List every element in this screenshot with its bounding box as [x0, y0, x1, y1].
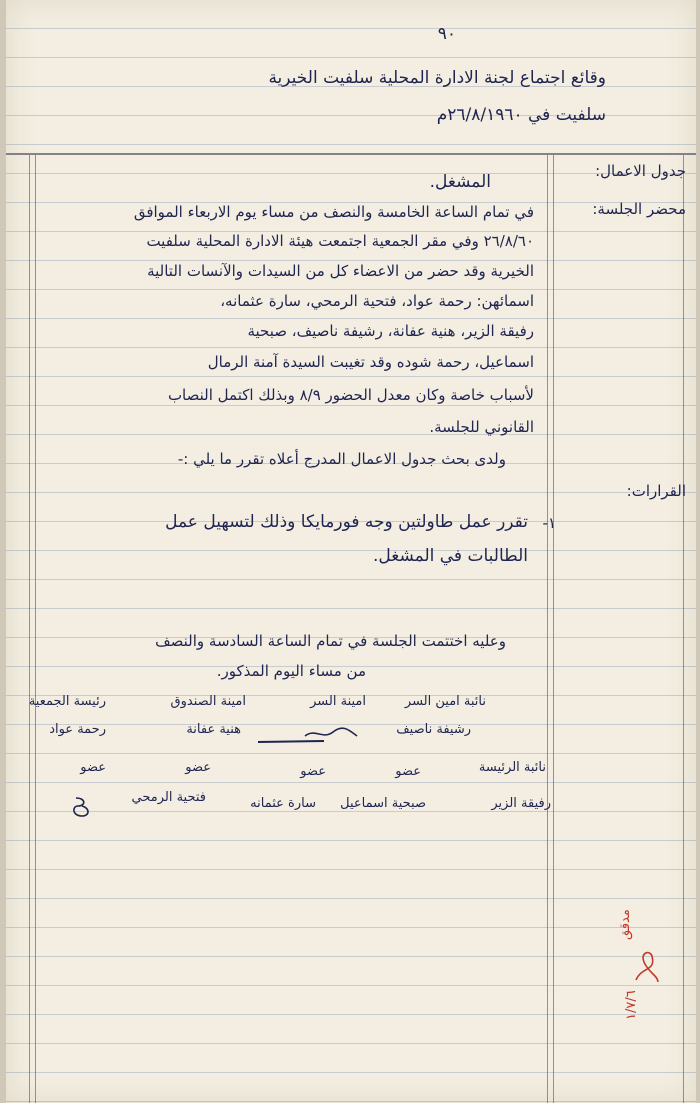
document-date: سلفيت في ٢٦/٨/١٩٦٠م [436, 105, 606, 125]
right-column-line [547, 155, 548, 1103]
left-margin-line-2 [35, 155, 36, 1103]
signature-scribble-secretary-underline [256, 736, 326, 748]
signature-title-member-2: عضو [300, 764, 326, 779]
minutes-line-2: ٢٦/٨/٦٠ وفي مقر الجمعية اجتمعت هيئة الادارة المحلية سلفيت [146, 232, 534, 250]
audit-annotation-date: ١/٧/٦ [624, 990, 639, 1020]
right-column-line-2 [553, 155, 554, 1103]
agenda-label: جدول الاعمال: [595, 162, 686, 180]
header-divider [6, 153, 696, 155]
signature-title-secretary: امينة السر [310, 694, 366, 709]
minutes-line-3: الخيرية وقد حضر من الاعضاء كل من السيدات والآنسات التالية [147, 262, 534, 280]
minutes-line-4: اسمائهن: رحمة عواد، فتحية الرمحي، سارة عثمانه، [220, 292, 534, 310]
signature-name-treasurer: هنية عفانة [186, 722, 241, 737]
signature-title-member-1: عضو [395, 764, 421, 779]
closing-line-2: من مساء اليوم المذكور. [216, 662, 366, 680]
signature-name-member-1: صبحية اسماعيل [340, 796, 426, 811]
closing-line-1: وعليه اختتمت الجلسة في تمام الساعة السادسة والنصف [155, 632, 506, 650]
minutes-line-8: القانوني للجلسة. [429, 418, 534, 436]
right-edge-line [683, 155, 684, 1103]
signature-name-member-3: فتحية الرمحي [131, 790, 206, 805]
audit-annotation-text: مدقق [618, 909, 633, 940]
agenda-item: المشغل. [429, 172, 491, 192]
signature-name-member-2: سارة عثمانه [250, 796, 316, 811]
minutes-line-7: لأسباب خاصة وكان معدل الحضور ٨/٩ وبذلك اكتمل النصاب [167, 386, 534, 404]
signature-name-deputy-secretary: رشيفة ناصيف [396, 722, 471, 737]
decision-number: ١- [542, 514, 556, 532]
signature-title-member-4: عضو [80, 760, 106, 775]
signature-title-member-3: عضو [185, 760, 211, 775]
document-title: وقائع اجتماع لجنة الادارة المحلية سلفيت الخيرية [268, 68, 606, 88]
left-margin-line [29, 155, 30, 1103]
signature-title-president: رئيسة الجمعية [28, 694, 106, 709]
signature-name-vice-president: رفيقة الزير [491, 796, 551, 811]
signature-title-treasurer: امينة الصندوق [170, 694, 246, 709]
audit-annotation [618, 880, 668, 1020]
minutes-label: محضر الجلسة: [592, 200, 686, 218]
signature-scribble-member-4 [70, 794, 94, 820]
signature-name-president: رحمة عواد [49, 722, 106, 737]
decision-line-2: الطالبات في المشغل. [372, 546, 528, 566]
minutes-line-5: رفيقة الزير، هنية عفانة، رشيفة ناصيف، صبحية [247, 322, 534, 340]
signature-title-vice-president: نائبة الرئيسة [478, 760, 546, 775]
minutes-line-9: ولدى بحث جدول الاعمال المدرج أعلاه تقرر ما يلي :- [177, 450, 506, 468]
minutes-line-1: في تمام الساعة الخامسة والنصف من مساء يوم الاربعاء الموافق [133, 203, 534, 221]
ledger-page [6, 0, 696, 1103]
audit-signature-scribble [632, 946, 662, 986]
signature-title-deputy-secretary: نائبة امين السر [404, 694, 486, 709]
page-number: ٩٠ [437, 24, 456, 44]
decisions-label: القرارات: [626, 482, 686, 500]
decision-line-1: تقرر عمل طاولتين وجه فورمايكا وذلك لتسهيل عمل [165, 512, 528, 532]
minutes-line-6: اسماعيل، رحمة شوده وقد تغيبت السيدة آمنة الرمال [207, 353, 534, 371]
